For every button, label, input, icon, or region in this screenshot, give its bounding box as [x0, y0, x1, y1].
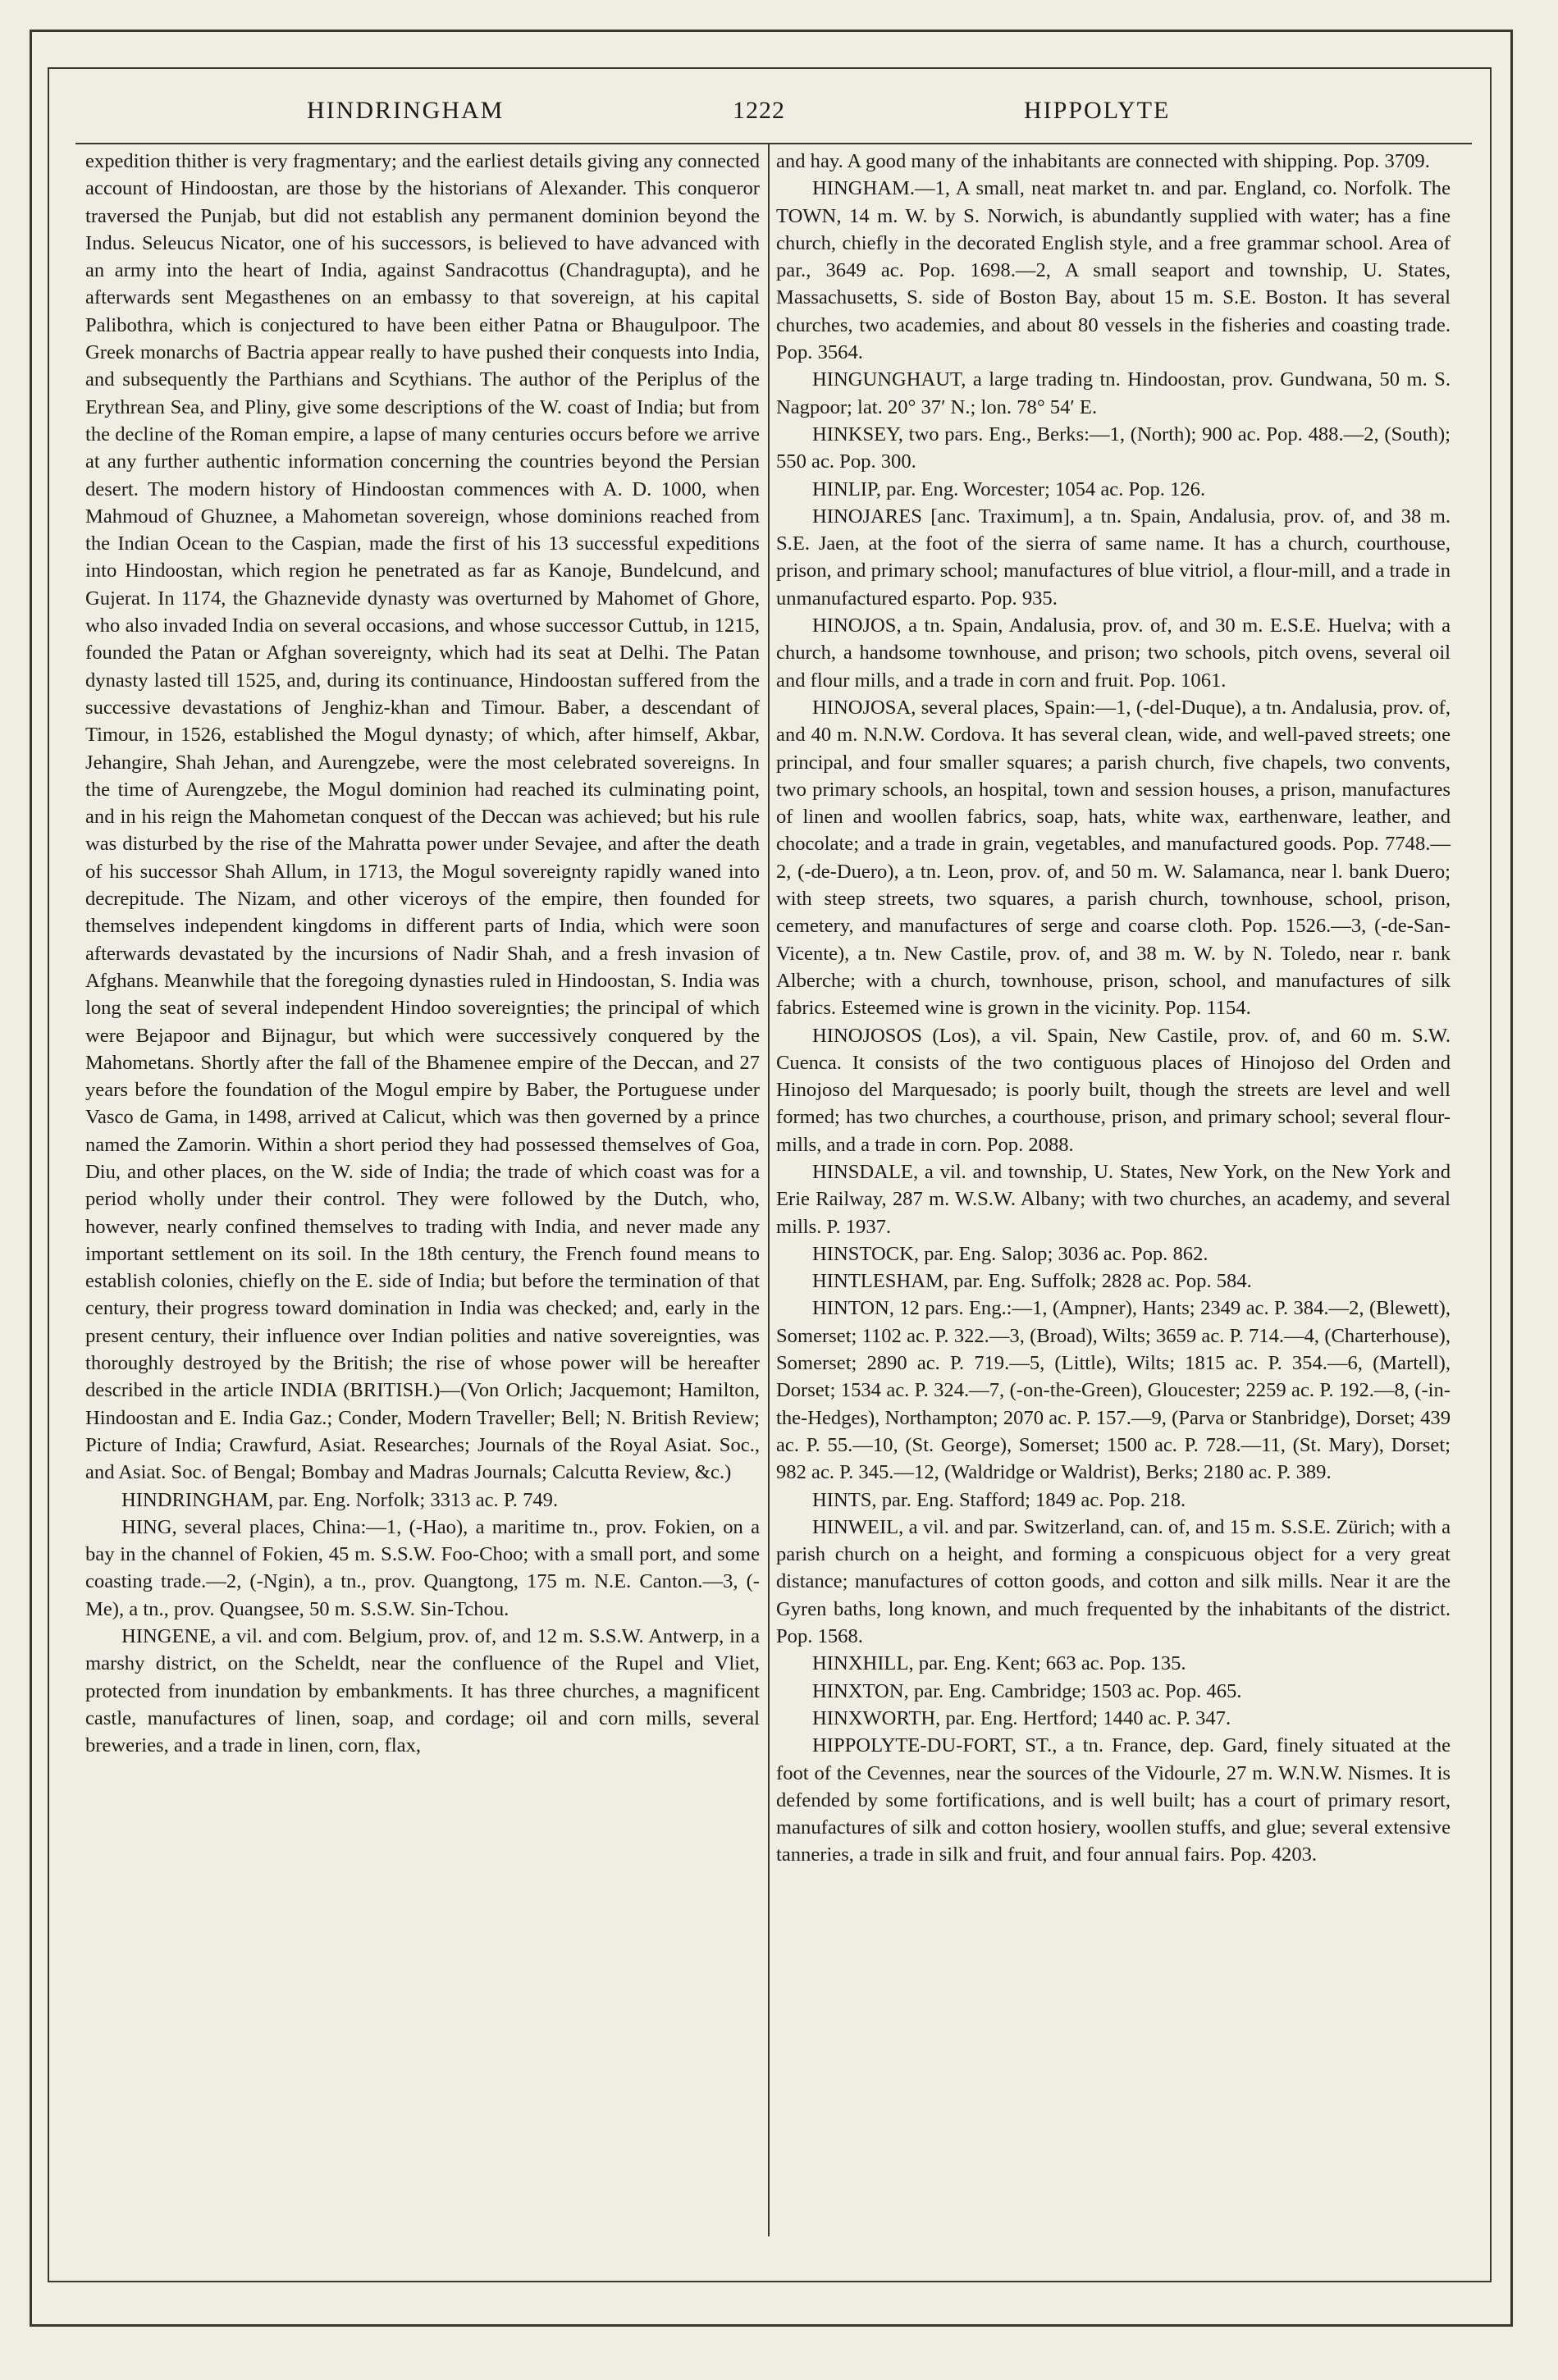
entry-hingunghaut: HINGUNGHAUT, a large trading tn. Hindoostan, prov. Gundwana, 50 m. S. Nagpoor; lat. 20° 37′ N.; lon. 78° 54′ E.	[776, 368, 1451, 418]
entry-hinstock: HINSTOCK, par. Eng. Salop; 3036 ac. Pop. 862.	[812, 1242, 1208, 1265]
page-number: 1222	[733, 97, 785, 124]
entry-hingene: HINGENE, a vil. and com. Belgium, prov. of, and 12 m. S.S.W. Antwerp, in a marshy district, on the Scheldt, near the confluence of the Rupel and Vliet, protected from inundation by embankments. It has three churches, a magnificent castle, manufactures of linen, soap, and cordage; oil and corn mills, several breweries, and a trade in linen, corn, flax,	[85, 1625, 760, 1757]
header-left-headword: HINDRINGHAM	[307, 97, 505, 124]
entry-hinojares: HINOJARES [anc. Traximum], a tn. Spain, Andalusia, prov. of, and 38 m. S.E. Jaen, at the foot of the sierra of same name. It has a church, courthouse, prison, and primary school; manufactures of blue vitriol, a flour-mill, and a trade in unmanufactured esparto. Pop. 935.	[776, 505, 1451, 610]
entry-hinxhill: HINXHILL, par. Eng. Kent; 663 ac. Pop. 135.	[812, 1652, 1186, 1675]
entry-hinlip: HINLIP, par. Eng. Worcester; 1054 ac. Pop. 126.	[812, 477, 1206, 500]
entry-hinojosos: HINOJOSOS (Los), a vil. Spain, New Castile, prov. of, and 60 m. S.W. Cuenca. It consists of the two contiguous places of Hinojoso del Orden and Hinojoso del Marquesado; is poorly built, though the streets are level and well formed; has two churches, a courthouse, prison, and primary school; several flour-mills, and a trade in corn. Pop. 2088.	[776, 1024, 1451, 1156]
entry-hinweil: HINWEIL, a vil. and par. Switzerland, can. of, and 15 m. S.S.E. Zürich; with a parish church on a height, and forming a conspicuous object for a very great distance; manufactures of cotton goods, and cotton and silk mills. Near it are the Gyren baths, long known, and much frequented by the inhabitants of the district. Pop. 1568.	[776, 1515, 1451, 1648]
entry-hinxton: HINXTON, par. Eng. Cambridge; 1503 ac. Pop. 465.	[812, 1679, 1242, 1702]
entry-continuation: expedition thither is very fragmentary; and the earliest details giving any connected account of Hindoostan, are those by the historians of Alexander. This conqueror traversed the Punjab, but did not establish any permanent dominion beyond the Indus. Seleucus Nicator, one of his successors, is believed to have advanced with an army into the heart of India, against Sandracottus (Chandragupta), and he afterwards sent Megasthenes on an embassy to that sovereign, at his capital Palibothra, which is conjectured to have been either Patna or Bhaugulpoor. The Greek monarchs of Bactria appear really to have pushed their conquests into India, and subsequently the Parthians and Scythians. The author of the Periplus of the Erythrean Sea, and Pliny, give some descriptions of the W. coast of India; but from the decline of the Roman empire, a lapse of many centuries occurs before we arrive at any further authentic information concerning the countries beyond the Persian desert. The modern history of Hindoostan commences with A. D. 1000, when Mahmoud of Ghuznee, a Mahometan sovereign, whose dominions reached from the Indian Ocean to the Caspian, made the first of his 13 successful expeditions into Hindoostan, which region he penetrated as far as Kanoje, Bundelcund, and Gujerat. In 1174, the Ghaznevide dynasty was overturned by Mahomet of Ghore, who also invaded India on several occasions, and whose successor Cuttub, in 1215, founded the Patan or Afghan sovereignty, which had its seat at Delhi. The Patan dynasty lasted till 1525, and, during its continuance, Hindoostan suffered from the successive devastations of Jenghiz-khan and Timour. Baber, a descendant of Timour, in 1526, established the Mogul dynasty; of which, after himself, Akbar, Jehangire, Shah Jehan, and Aurengzebe, were the most celebrated sovereigns. In the time of Aurengzebe, the Mogul dominion had reached its culminating point, and in his reign the Mahometan conquest of the Deccan was achieved; but his rule was disturbed by the rise of the Mahratta power under Sevajee, and after the death of his successor Shah Allum, in 1713, the Mogul sovereignty rapidly waned into decrepitude. The Nizam, and other viceroys of the empire, then founded for themselves independent kingdoms in different parts of India, which were soon afterwards devastated by the incursions of Nadir Shah, and a fresh invasion of Afghans. Meanwhile that the foregoing dynasties ruled in Hindoostan, S. India was long the seat of several independent Hindoo sovereignties; the principal of which were Bejapoor and Bijnagur, but which were successively conquered by the Mahometans. Shortly after the fall of the Bhamenee empire of the Deccan, and 27 years before the foundation of the Mogul empire by Baber, the Portuguese under Vasco de Gama, in 1498, arrived at Calicut, which was then governed by a prince named the Zamorin. Within a short period they had possessed themselves of Goa, Diu, and other places, on the W. side of India; the trade of which coast was for a period wholly under their control. They were followed by the Dutch, who, however, nearly confined themselves to trading with India, and never made any important settlement on its soil. In the 18th century, the French found means to establish colonies, chiefly on the E. side of India; but before the termination of that century, their progress toward domination in India was checked; and, early in the present century, their influence over Indian polities and native sovereignties, was thoroughly destroyed by the British; the rise of whose power will be hereafter described in the article INDIA (BRITISH.)—(Von Orlich; Jacquemont; Hamilton, Hindoostan and E. India Gaz.; Conder, Modern Traveller; Bell; N. British Review; Picture of India; Crawfurd, Asiat. Researches; Journals of the Royal Asiat. Soc., and Asiat. Soc. of Bengal; Bombay and Madras Journals; Calcutta Review, &c.)	[85, 150, 760, 1484]
entry-hippolyte-du-fort: HIPPOLYTE-DU-FORT, ST., a tn. France, dep. Gard, finely situated at the foot of the Cevennes, near the sources of the Vidourle, 27 m. W.N.W. Nismes. It is defended by some fortifications, and is well built; has a court of primary resort, manufactures of silk and cotton hosiery, woollen stuffs, and glue; several extensive tanneries, a trade in silk and fruit, and four annual fairs. Pop. 4203.	[776, 1734, 1451, 1866]
entry-hinxworth: HINXWORTH, par. Eng. Hertford; 1440 ac. P. 347.	[812, 1706, 1231, 1729]
header-right-headword: HIPPOLYTE	[1024, 97, 1171, 124]
right-column	[776, 148, 1451, 1869]
entry-hinojos: HINOJOS, a tn. Spain, Andalusia, prov. of, and 30 m. E.S.E. Huelva; with a church, a handsome townhouse, and prison; two schools, pitch ovens, several oil and flour mills, and a trade in corn and fruit. Pop. 1061.	[776, 614, 1451, 692]
entry-hinsdale: HINSDALE, a vil. and township, U. States, New York, on the New York and Erie Railway, 287 m. W.S.W. Albany; with two churches, an academy, and several mills. P. 1937.	[776, 1160, 1451, 1238]
left-column	[85, 148, 760, 1760]
entry-hing: HING, several places, China:—1, (-Hao), a maritime tn., prov. Fokien, on a bay in the channel of Fokien, 45 m. S.S.W. Foo-Choo; with a small port, and some coasting trade.—2, (-Ngin), a tn., prov. Quangtong, 175 m. N.E. Canton.—3, (-Me), a tn., prov. Quangsee, 50 m. S.S.W. Sin-Tchou.	[85, 1515, 760, 1620]
running-header	[49, 97, 1490, 138]
entry-hindringham: HINDRINGHAM, par. Eng. Norfolk; 3313 ac. P. 749.	[121, 1488, 559, 1511]
header-rule	[75, 143, 1472, 144]
entry-hintlesham: HINTLESHAM, par. Eng. Suffolk; 2828 ac. Pop. 584.	[812, 1270, 1252, 1293]
entry-hinksey: HINKSEY, two pars. Eng., Berks:—1, (North); 900 ac. Pop. 488.—2, (South); 550 ac. Pop. 300.	[776, 423, 1451, 473]
entry-hingham: HINGHAM.—1, A small, neat market tn. and par. England, co. Norfolk. The TOWN, 14 m. W. by S. Norwich, is abundantly supplied with water; has a fine church, chiefly in the decorated English style, and a free grammar school. Area of par., 3649 ac. Pop. 1698.—2, A small seaport and township, U. States, Massachusetts, S. side of Boston Bay, about 15 m. S.E. Boston. It has several churches, two academies, and about 80 vessels in the fisheries and coasting trade. Pop. 3564.	[776, 177, 1451, 364]
entry-hints: HINTS, par. Eng. Stafford; 1849 ac. Pop. 218.	[812, 1488, 1186, 1511]
entry-hinton: HINTON, 12 pars. Eng.:—1, (Ampner), Hants; 2349 ac. P. 384.—2, (Blewett), Somerset; 1102 ac. P. 322.—3, (Broad), Wilts; 3659 ac. P. 714.—4, (Charterhouse), Somerset; 2890 ac. P. 719.—5, (Little), Wilts; 1815 ac. P. 354.—6, (Martell), Dorset; 1534 ac. P. 324.—7, (-on-the-Green), Gloucester; 2259 ac. P. 192.—8, (-in-the-Hedges), Northampton; 2070 ac. P. 157.—9, (Parva or Stanbridge), Dorset; 439 ac. P. 55.—10, (St. George), Somerset; 1500 ac. P. 728.—11, (St. Mary), Dorset; 982 ac. P. 345.—12, (Waldridge or Waldrist), Berks; 2180 ac. P. 389.	[776, 1297, 1451, 1484]
column-divider	[768, 144, 770, 2236]
entry-hinojosa: HINOJOSA, several places, Spain:—1, (-del-Duque), a tn. Andalusia, prov. of, and 40 m. N.N.W. Cordova. It has several clean, wide, and well-paved streets; one principal, and four smaller squares; a parish church, five chapels, two convents, two primary schools, an hospital, town and session houses, a prison, manufactures of linen and woollen fabrics, soap, hats, white wax, earthenware, leather, and chocolate; and a trade in grain, vegetables, and manufactured goods. Pop. 7748.—2, (-de-Duero), a tn. Leon, prov. of, and 50 m. W. Salamanca, near l. bank Duero; with steep streets, two squares, a parish church, townhouse, school, prison, cemetery, and manufactures of serge and coarse cloth. Pop. 1526.—3, (-de-San-Vicente), a tn. New Castile, prov. of, and 38 m. W. by N. Toledo, near r. bank Alberche; with a church, townhouse, prison, school, and manufactures of silk fabrics. Esteemed wine is grown in the vicinity. Pop. 1154.	[776, 696, 1451, 1020]
entry-hingene-continued: and hay. A good many of the inhabitants are connected with shipping. Pop. 3709.	[776, 150, 1430, 172]
